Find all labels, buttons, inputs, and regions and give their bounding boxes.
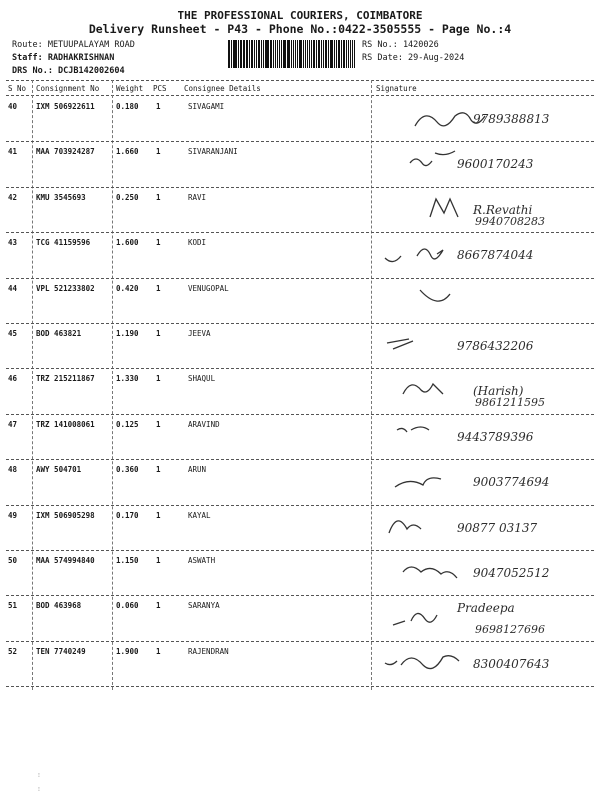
signature-stroke [395, 478, 441, 487]
row-pcs: 1 [156, 420, 161, 429]
row-sno: 47 [8, 420, 18, 429]
signature [375, 323, 600, 369]
barcode-bar [336, 40, 337, 68]
row-sno: 46 [8, 374, 18, 383]
row-sno: 51 [8, 601, 18, 610]
barcode-bar [303, 40, 304, 68]
row-consignee: VENUGOPAL [188, 284, 229, 293]
row-sno: 50 [8, 556, 18, 565]
row-consignment-no: BOD 463968 [36, 601, 82, 610]
barcode-bar [266, 40, 269, 68]
barcode-bar [309, 40, 310, 68]
barcode-bar [346, 40, 347, 68]
barcode-bar [273, 40, 274, 68]
signature-stroke [389, 521, 421, 533]
row-sno: 45 [8, 329, 18, 338]
row-consignment-no: TRZ 215211867 [36, 374, 95, 383]
table-row [0, 641, 600, 687]
signature-phone: 9003774694 [473, 475, 550, 489]
row-sno: 44 [8, 284, 18, 293]
barcode-bar [343, 40, 345, 68]
barcode-bar [251, 40, 254, 68]
row-sno: 52 [8, 647, 18, 656]
barcode-bar [228, 40, 230, 68]
row-pcs: 1 [156, 374, 161, 383]
runsheet-subtitle: Delivery Runsheet - P43 - Phone No.:0422-3505555 - Page No.:4 [88, 22, 512, 36]
barcode-bar [297, 40, 299, 68]
row-consignee: SARANYA [188, 601, 220, 610]
row-weight: 1.150 [116, 556, 139, 565]
barcode-bar [321, 40, 322, 68]
signature-stroke [403, 384, 443, 394]
barcode-bar [238, 40, 239, 68]
barcode-bar [299, 40, 302, 68]
table-row [0, 414, 600, 460]
barcode-bar [283, 40, 286, 68]
signature-stroke [387, 339, 413, 349]
signature-note: 9861211595 [475, 396, 545, 409]
row-divider [6, 686, 594, 687]
col-weight: Weight [116, 84, 144, 93]
barcode-bar [281, 40, 282, 68]
barcode-bar [307, 40, 309, 68]
barcode-bar [246, 40, 248, 68]
row-pcs: 1 [156, 647, 161, 656]
signature-phone: 9786432206 [457, 339, 534, 353]
barcode-bar [313, 40, 315, 68]
row-pcs: 1 [156, 193, 161, 202]
row-pcs: 1 [156, 238, 161, 247]
row-consignee: KODI [188, 238, 207, 247]
row-weight: 0.250 [116, 193, 139, 202]
row-consignee: RAJENDRAN [188, 647, 229, 656]
row-consignee: ASWATH [188, 556, 216, 565]
row-consignment-no: VPL 521233802 [36, 284, 95, 293]
col-consignee: Consignee Details [184, 84, 261, 93]
barcode-bar [270, 40, 272, 68]
signature-phone: 9443789396 [457, 430, 534, 444]
barcode-bar [258, 40, 260, 68]
row-consignment-no: KMU 3545693 [36, 193, 86, 202]
table-row [0, 96, 600, 142]
row-weight: 0.125 [116, 420, 139, 429]
barcode-bar [233, 40, 234, 68]
row-consignee: SIVARANJANI [188, 147, 238, 156]
row-weight: 1.660 [116, 147, 139, 156]
row-consignment-no: MAA 703924287 [36, 147, 95, 156]
barcode-bar [334, 40, 335, 68]
row-sno: 43 [8, 238, 18, 247]
row-consignee: JEEVA [188, 329, 211, 338]
row-consignment-no: IXM 506922611 [36, 102, 95, 111]
barcode-bar [277, 40, 279, 68]
barcode [228, 40, 356, 68]
col-pcs: PCS [153, 84, 167, 93]
barcode-bar [243, 40, 244, 68]
row-consignee: SHAQUL [188, 374, 216, 383]
signature-phone: (Harish) [473, 384, 524, 398]
barcode-bar [352, 40, 353, 68]
table-row [0, 323, 600, 369]
row-pcs: 1 [156, 284, 161, 293]
table-row [0, 505, 600, 551]
signature-stroke [385, 656, 459, 669]
table-row [0, 595, 600, 641]
row-weight: 1.600 [116, 238, 139, 247]
barcode-bar [288, 40, 290, 68]
row-weight: 0.170 [116, 511, 139, 520]
table-row [0, 187, 600, 233]
signature [375, 550, 600, 596]
scan-mark: ⁝ [38, 786, 40, 793]
table-row [0, 550, 600, 596]
col-signature: Signature [376, 84, 417, 93]
barcode-bar [318, 40, 321, 68]
header-top-rule [6, 80, 594, 81]
barcode-bar [240, 40, 242, 68]
row-sno: 42 [8, 193, 18, 202]
barcode-bar [261, 40, 262, 68]
signature [375, 141, 600, 187]
company-title: THE PROFESSIONAL COURIERS, COIMBATORE [177, 9, 423, 22]
row-sno: 49 [8, 511, 18, 520]
barcode-bar [338, 40, 341, 68]
barcode-bar [249, 40, 250, 68]
row-consignment-no: MAA 574994840 [36, 556, 95, 565]
signature-phone: R.Revathi [473, 203, 533, 217]
signature-phone: 8667874044 [457, 248, 534, 262]
row-weight: 0.360 [116, 465, 139, 474]
row-pcs: 1 [156, 511, 161, 520]
table-row [0, 459, 600, 505]
barcode-bar [323, 40, 324, 68]
signature-phone: Pradeepa [457, 601, 515, 615]
rs-date: RS Date: 29-Aug-2024 [362, 53, 465, 63]
row-consignment-no: TEN 7740249 [36, 647, 86, 656]
barcode-bar [328, 40, 329, 68]
barcode-bar [331, 40, 333, 68]
signature-phone: 9047052512 [473, 566, 550, 580]
signature-stroke [403, 567, 457, 578]
signature [375, 278, 600, 324]
barcode-bar [330, 40, 331, 68]
signature [375, 595, 600, 641]
row-weight: 0.420 [116, 284, 139, 293]
rs-number: RS No.: 1420026 [362, 40, 439, 50]
barcode-bar [325, 40, 327, 68]
signature-note: 9940708283 [475, 215, 545, 228]
row-weight: 1.900 [116, 647, 139, 656]
signature-note: 9698127696 [475, 623, 545, 636]
row-consignee: SIVAGAMI [188, 102, 225, 111]
signature [375, 505, 600, 551]
signature-stroke [410, 151, 455, 166]
signature-phone: 9600170243 [457, 157, 534, 171]
row-weight: 1.330 [116, 374, 139, 383]
barcode-bar [287, 40, 288, 68]
barcode-bar [305, 40, 306, 68]
signature [375, 232, 600, 278]
drs-label: DRS No.: DCJB142002604 [12, 66, 125, 76]
signature [375, 459, 600, 505]
barcode-bar [265, 40, 266, 68]
row-consignment-no: TCG 41159596 [36, 238, 91, 247]
barcode-bar [293, 40, 294, 68]
row-pcs: 1 [156, 465, 161, 474]
barcode-bar [231, 40, 232, 68]
signature-stroke [397, 427, 429, 432]
signature [375, 641, 600, 687]
signature-stroke [385, 249, 443, 262]
row-consignment-no: BOD 463821 [36, 329, 82, 338]
signature-stroke [430, 199, 458, 217]
table-row [0, 278, 600, 324]
row-consignee: ARAVIND [188, 420, 220, 429]
barcode-bar [256, 40, 257, 68]
row-weight: 0.060 [116, 601, 139, 610]
barcode-bar [350, 40, 352, 68]
signature-phone: 9789388813 [473, 112, 550, 126]
row-weight: 0.180 [116, 102, 139, 111]
row-pcs: 1 [156, 601, 161, 610]
row-weight: 1.190 [116, 329, 139, 338]
route-label: Route: METUUPALAYAM ROAD [12, 40, 135, 50]
signature-stroke [420, 290, 450, 301]
row-pcs: 1 [156, 102, 161, 111]
table-row [0, 141, 600, 187]
barcode-bar [234, 40, 237, 68]
row-consignee: KAYAL [188, 511, 211, 520]
barcode-bar [341, 40, 342, 68]
barcode-bar [291, 40, 292, 68]
barcode-bar [295, 40, 296, 68]
table-row [0, 368, 600, 414]
signature [375, 368, 600, 414]
signature [375, 187, 600, 233]
signature [375, 96, 600, 142]
row-sno: 40 [8, 102, 18, 111]
barcode-bar [254, 40, 255, 68]
row-consignment-no: AWY 504701 [36, 465, 82, 474]
barcode-bar [316, 40, 317, 68]
row-pcs: 1 [156, 556, 161, 565]
row-consignee: ARUN [188, 465, 207, 474]
signature-stroke [393, 613, 437, 625]
row-consignee: RAVI [188, 193, 207, 202]
barcode-bar [279, 40, 280, 68]
row-consignment-no: TRZ 141008061 [36, 420, 95, 429]
barcode-bar [311, 40, 312, 68]
row-pcs: 1 [156, 329, 161, 338]
barcode-bar [275, 40, 276, 68]
barcode-bar [354, 40, 355, 68]
row-consignment-no: IXM 506905298 [36, 511, 95, 520]
signature [375, 414, 600, 460]
barcode-bar [263, 40, 264, 68]
barcode-bar [244, 40, 245, 68]
staff-label: Staff: RADHAKRISHNAN [12, 53, 115, 63]
signature-phone: 8300407643 [473, 657, 550, 671]
table-row [0, 232, 600, 278]
row-sno: 48 [8, 465, 18, 474]
barcode-bar [348, 40, 349, 68]
col-sno: S No [8, 84, 27, 93]
scan-mark: ⁝ [38, 772, 40, 779]
row-sno: 41 [8, 147, 18, 156]
col-consignment: Consignment No [36, 84, 100, 93]
row-pcs: 1 [156, 147, 161, 156]
signature-phone: 90877 03137 [457, 521, 538, 535]
